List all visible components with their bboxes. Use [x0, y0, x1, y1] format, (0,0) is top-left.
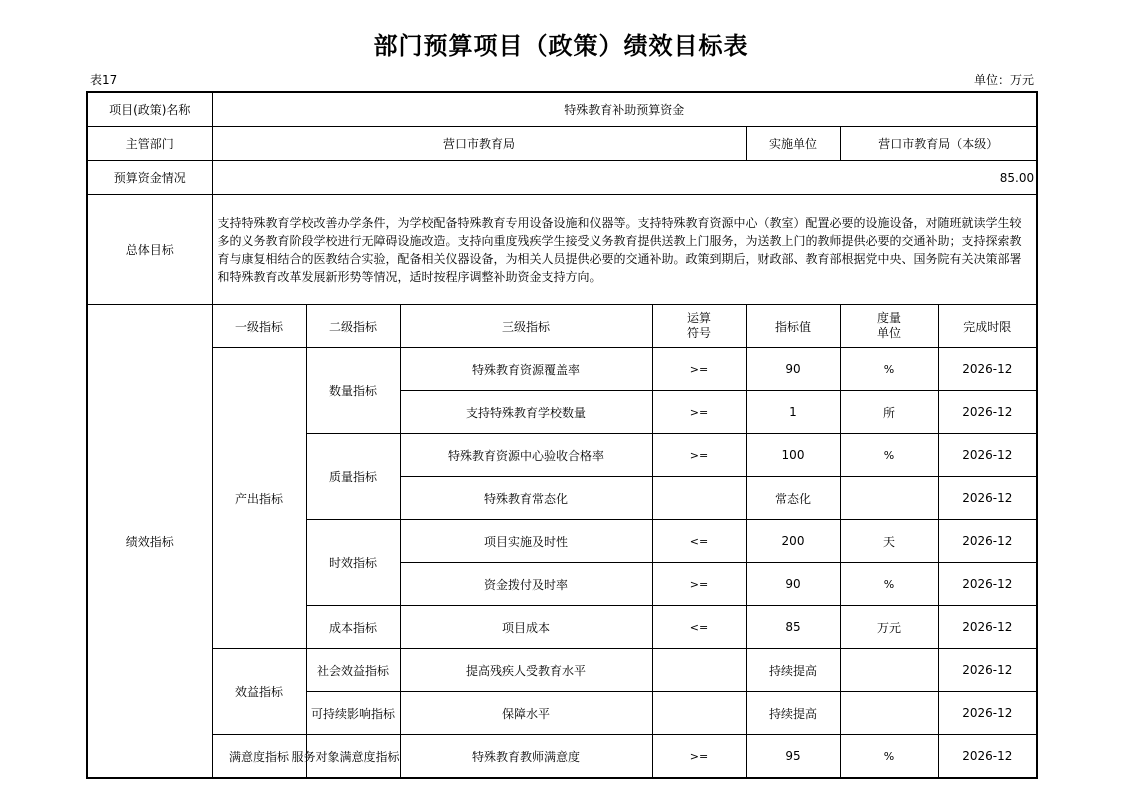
level2-service: 服务对象满意度指标	[306, 735, 400, 779]
indicator-name: 保障水平	[400, 692, 652, 735]
table-row	[87, 649, 1037, 692]
indicator-unit: %	[840, 348, 938, 391]
indicator-unit: 天	[840, 520, 938, 563]
level2-timeliness: 时效指标	[306, 520, 400, 606]
indicator-value: 持续提高	[746, 649, 840, 692]
header-level3: 三级指标	[400, 305, 652, 348]
indicator-deadline: 2026-12	[938, 434, 1037, 477]
indicator-unit: %	[840, 735, 938, 779]
level1-output: 产出指标	[212, 348, 306, 649]
indicator-deadline: 2026-12	[938, 606, 1037, 649]
level2-cost: 成本指标	[306, 606, 400, 649]
header-operator-text: 运算 符号	[686, 311, 711, 340]
project-name-row	[87, 92, 1037, 127]
indicator-deadline: 2026-12	[938, 735, 1037, 779]
indicator-operator	[652, 692, 746, 735]
level2-quantity: 数量指标	[306, 348, 400, 434]
table-number: 表17	[90, 73, 118, 87]
impl-value: 营口市教育局（本级）	[840, 127, 1037, 161]
indicator-value: 1	[746, 391, 840, 434]
indicator-name: 特殊教育资源中心验收合格率	[400, 434, 652, 477]
indicator-unit	[840, 477, 938, 520]
indicator-name: 提高残疾人受教育水平	[400, 649, 652, 692]
indicator-deadline: 2026-12	[938, 391, 1037, 434]
indicator-deadline: 2026-12	[938, 692, 1037, 735]
goal-label: 总体目标	[87, 195, 212, 305]
header-operator	[652, 305, 746, 348]
indicator-value: 200	[746, 520, 840, 563]
dept-value: 营口市教育局	[212, 127, 746, 161]
indicator-value: 100	[746, 434, 840, 477]
indicator-operator: <=	[652, 606, 746, 649]
indicator-operator: >=	[652, 735, 746, 779]
indicator-name: 特殊教育常态化	[400, 477, 652, 520]
budget-row	[87, 161, 1037, 195]
project-name-label: 项目(政策)名称	[87, 92, 212, 127]
indicator-operator: >=	[652, 348, 746, 391]
header-value: 指标值	[746, 305, 840, 348]
indicator-unit	[840, 692, 938, 735]
indicator-value: 95	[746, 735, 840, 779]
level1-satisfaction: 满意度指标	[212, 735, 306, 779]
indicator-deadline: 2026-12	[938, 520, 1037, 563]
indicator-unit	[840, 649, 938, 692]
level2-quality: 质量指标	[306, 434, 400, 520]
header-unit	[840, 305, 938, 348]
budget-label: 预算资金情况	[87, 161, 212, 195]
indicator-operator	[652, 649, 746, 692]
table-row	[87, 735, 1037, 779]
indicator-name: 项目成本	[400, 606, 652, 649]
indicator-unit: 万元	[840, 606, 938, 649]
indicator-operator: >=	[652, 434, 746, 477]
budget-value: 85.00	[212, 161, 1037, 195]
indicator-name: 资金拨付及时率	[400, 563, 652, 606]
goal-value: 支持特殊教育学校改善办学条件，为学校配备特殊教育专用设备设施和仪器等。支持特殊教育资源中心（教室）配置必要的设施设备，对随班就读学生较多的义务教育阶段学校进行无障碍设施改造。支持向重度残疾学生接受义务教育提供送教上门服务，为送教上门的教师提供必要的交通补助；支持探索教育与康复相结合的医教结合实验，配备相关仪器设备，为相关人员提供必要的交通补助。政策到期后，财政部、教育部根据党中央、国务院有关决策部署和特殊教育改革发展新形势等情况，适时按程序调整补助资金支持方向。	[212, 195, 1037, 305]
indicator-value: 持续提高	[746, 692, 840, 735]
indicator-name: 支持特殊教育学校数量	[400, 391, 652, 434]
indicator-header-row	[87, 305, 1037, 348]
dept-label: 主管部门	[87, 127, 212, 161]
indicator-operator	[652, 477, 746, 520]
performance-target-table	[86, 91, 1038, 779]
indicator-deadline: 2026-12	[938, 563, 1037, 606]
level2-social: 社会效益指标	[306, 649, 400, 692]
header-unit-text: 度量 单位	[876, 311, 901, 340]
indicator-name: 特殊教育教师满意度	[400, 735, 652, 779]
indicator-unit: 所	[840, 391, 938, 434]
impl-label: 实施单位	[746, 127, 840, 161]
table-row	[87, 348, 1037, 391]
indicator-value: 常态化	[746, 477, 840, 520]
indicator-operator: <=	[652, 520, 746, 563]
unit-label: 单位：万元	[973, 73, 1034, 87]
page-title: 部门预算项目（政策）绩效目标表	[373, 32, 749, 60]
header-level1: 一级指标	[212, 305, 306, 348]
indicator-operator: >=	[652, 563, 746, 606]
indicator-value: 90	[746, 563, 840, 606]
level1-benefit: 效益指标	[212, 649, 306, 735]
indicator-deadline: 2026-12	[938, 649, 1037, 692]
indicator-unit: %	[840, 563, 938, 606]
level2-sustain: 可持续影响指标	[306, 692, 400, 735]
project-name-value: 特殊教育补助预算资金	[212, 92, 1037, 127]
goal-row	[87, 195, 1037, 305]
indicator-operator: >=	[652, 391, 746, 434]
indicator-deadline: 2026-12	[938, 348, 1037, 391]
header-level2: 二级指标	[306, 305, 400, 348]
indicator-name: 项目实施及时性	[400, 520, 652, 563]
indicator-name: 特殊教育资源覆盖率	[400, 348, 652, 391]
header-deadline: 完成时限	[938, 305, 1037, 348]
indicator-value: 85	[746, 606, 840, 649]
indicator-unit: %	[840, 434, 938, 477]
indicator-value: 90	[746, 348, 840, 391]
department-row	[87, 127, 1037, 161]
perf-indicator-label: 绩效指标	[87, 305, 212, 779]
indicator-deadline: 2026-12	[938, 477, 1037, 520]
